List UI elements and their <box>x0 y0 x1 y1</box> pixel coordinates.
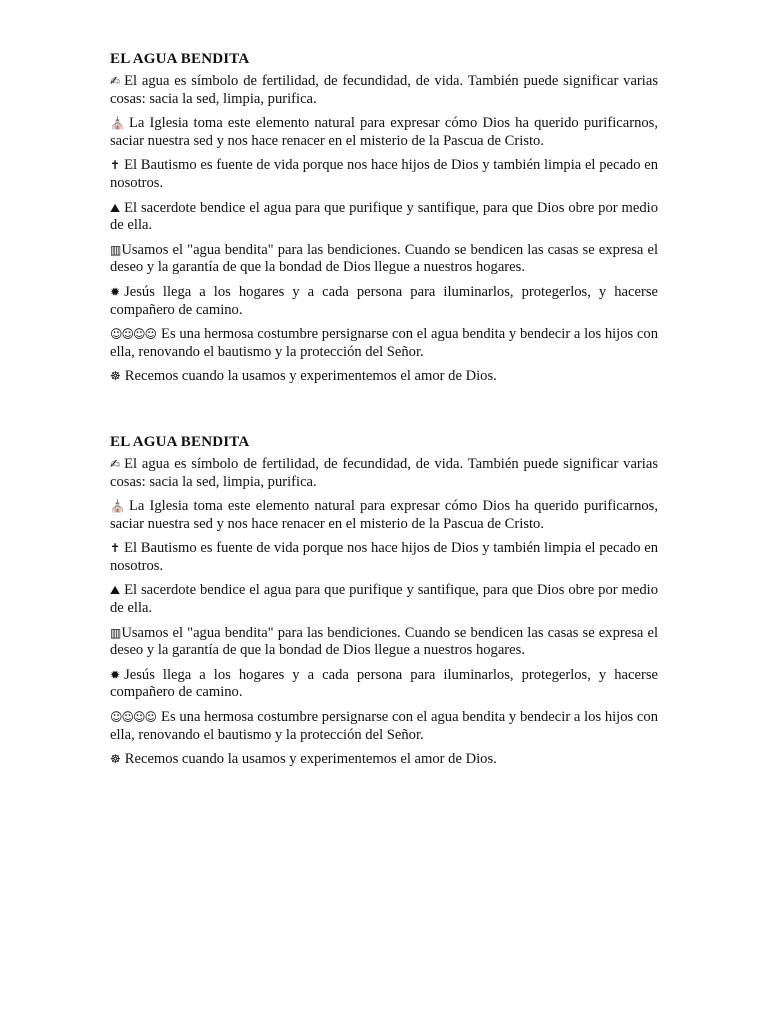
paragraph-jesus <box>110 284 658 319</box>
prayer-icon: ☸ <box>110 752 121 767</box>
document-page <box>110 50 658 776</box>
sun-icon: ✹ <box>110 667 121 682</box>
paragraph-text: Recemos cuando la usamos y experimentemos el amor de Dios. <box>124 368 497 385</box>
praying-hands-icon: ⛰ <box>110 583 121 598</box>
paragraph-blessings <box>110 242 658 277</box>
paragraph-text: Usamos el "agua bendita" para las bendiciones. Cuando se bendicen las casas se expresa el deseo y la garantía de que la bondad de Dios llegue a nuestros hogares. <box>110 241 658 276</box>
paragraph-pray <box>110 751 658 769</box>
church-icon: ⛪ <box>110 499 125 514</box>
paragraph-baptism <box>110 157 658 192</box>
section-title: EL AGUA BENDITA <box>110 433 250 450</box>
paragraph-text: Jesús llega a los hogares y a cada persona para iluminarlos, protegerlos, y hacerse compañero de camino. <box>110 283 658 318</box>
paragraph-text: Jesús llega a los hogares y a cada persona para iluminarlos, protegerlos, y hacerse compañero de camino. <box>110 666 658 701</box>
paragraph-pray <box>110 368 658 386</box>
paragraph-text: La Iglesia toma este elemento natural para expresar cómo Dios ha querido purificarnos, saciar nuestra sed y nos hace renacer en el misterio de la Pascua de Cristo. <box>110 498 658 532</box>
book-icon: ▥ <box>110 625 122 640</box>
family-faces-icon: ☺☺☺☺ <box>110 327 157 342</box>
paragraph-custom <box>110 326 658 361</box>
paragraph-symbol <box>110 73 658 108</box>
church-icon: ⛪ <box>110 116 125 131</box>
paragraph-custom <box>110 709 658 744</box>
paragraph-blessings <box>110 625 658 660</box>
pen-icon: ✍ <box>110 456 121 471</box>
paragraph-text: Es una hermosa costumbre persignarse con el agua bendita y bendecir a los hijos con ella, renovando el bautismo y la protección del Señor. <box>110 326 658 360</box>
book-icon: ▥ <box>110 242 122 257</box>
section-agua-bendita-2 <box>110 433 658 769</box>
paragraph-text: El sacerdote bendice el agua para que purifique y santifique, para que Dios obre por medio de ella. <box>110 582 658 617</box>
paragraph-priest <box>110 200 658 235</box>
paragraph-text: El sacerdote bendice el agua para que purifique y santifique, para que Dios obre por medio de ella. <box>110 199 658 234</box>
paragraph-text: El Bautismo es fuente de vida porque nos hace hijos de Dios y también limpia el pecado en nosotros. <box>110 540 658 574</box>
paragraph-text: Es una hermosa costumbre persignarse con el agua bendita y bendecir a los hijos con ella, renovando el bautismo y la protección del Señor. <box>110 709 658 743</box>
section-agua-bendita-1 <box>110 50 658 386</box>
cross-icon: ✝ <box>110 541 121 556</box>
paragraph-church <box>110 115 658 150</box>
prayer-icon: ☸ <box>110 369 121 384</box>
cross-icon: ✝ <box>110 158 121 173</box>
section-title: EL AGUA BENDITA <box>110 51 250 67</box>
praying-hands-icon: ⛰ <box>110 200 121 215</box>
paragraph-church <box>110 498 658 533</box>
family-faces-icon: ☺☺☺☺ <box>110 710 157 725</box>
paragraph-text: Usamos el "agua bendita" para las bendiciones. Cuando se bendicen las casas se expresa el deseo y la garantía de que la bondad de Dios llegue a nuestros hogares. <box>110 624 658 659</box>
pen-icon: ✍ <box>110 74 121 88</box>
paragraph-text: La Iglesia toma este elemento natural para expresar cómo Dios ha querido purificarnos, saciar nuestra sed y nos hace renacer en el misterio de la Pascua de Cristo. <box>110 115 658 149</box>
sun-icon: ✹ <box>110 284 121 299</box>
paragraph-symbol <box>110 456 658 491</box>
paragraph-text: El Bautismo es fuente de vida porque nos hace hijos de Dios y también limpia el pecado en nosotros. <box>110 157 658 191</box>
paragraph-jesus <box>110 667 658 702</box>
paragraph-text: El agua es símbolo de fertilidad, de fecundidad, de vida. También puede significar varias cosas: sacia la sed, limpia, purifica. <box>110 73 658 107</box>
paragraph-text: Recemos cuando la usamos y experimentemos el amor de Dios. <box>124 751 497 768</box>
paragraph-text: El agua es símbolo de fertilidad, de fecundidad, de vida. También puede significar varias cosas: sacia la sed, limpia, purifica. <box>110 455 658 490</box>
paragraph-baptism <box>110 540 658 575</box>
paragraph-priest <box>110 582 658 617</box>
